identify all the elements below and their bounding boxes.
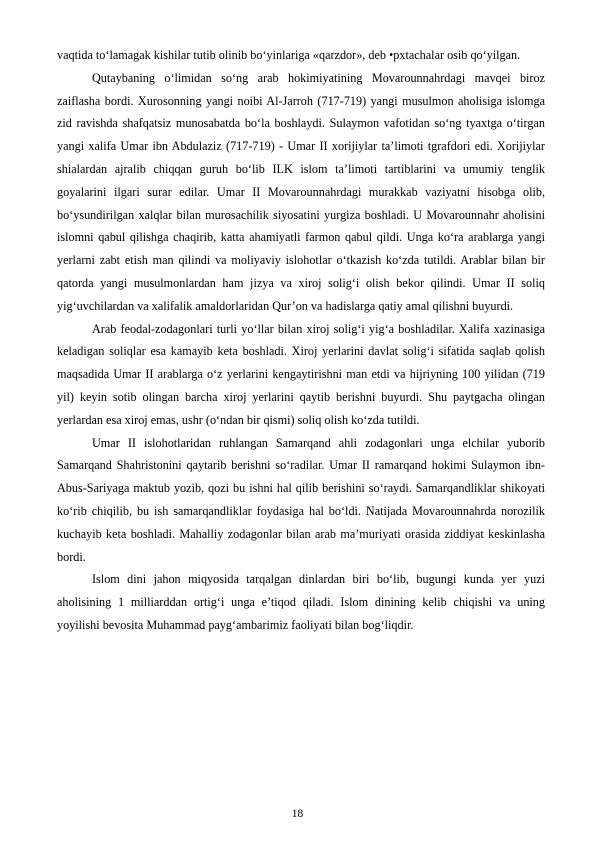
paragraph-umar-reforms: Umar II islohotlaridan ruhlangan Samarqand ahli zodagonlari unga elchilar yuborib Samarqand Shahristonini qaytarib berishni so‘radilar. Umar II ramarqand hokimi Sulaymon ibn-Abus-Sariyaga maktub yozib, qozi bu ishni hal qilib berishini so‘raydi. Samarqandliklar shikoyati ko‘rib chiqilib, bu ish samarqandliklar foydasiga hal bo‘ldi. Natijada Movarounnahrda norozilik kuchayib keta boshladi. Mahalliy zodagonlar bilan arab ma’muriyati orasida ziddiyat keskinlasha bordi.	[57, 435, 545, 564]
page-body	[57, 44, 545, 637]
paragraph-continuation: vaqtida to‘lamagak kishilar tutib olinib bo‘yinlariga «qarzdor», deb •pxtachalar osib qo‘yilgan.	[57, 48, 521, 62]
page-number: 18	[291, 808, 304, 820]
paragraph-islam: Islom dini jahon miqyosida tarqalgan dinlardan biri bo‘lib, bugungi kunda yer yuzi aholisining 1 milliarddan ortig‘i unga e’tiqod qiladi. Islom dinining kelib chiqishi va uning yoyilishi bevosita Muhammad payg‘ambarimiz faoliyati bilan bog‘liqdir.	[57, 572, 545, 632]
paragraph-arab-feodal: Arab feodal-zodagonlari turli yo‘llar bilan xiroj solig‘i yig‘a boshladilar. Xalifa xazinasiga keladigan soliqlar esa kamayib keta boshladi. Xiroj yerlarini davlat solig‘i sifatida saqlab qolish maqsadida Umar II arablarga o‘z yerlarini kengaytirishni man etdi va hijriyning 100 yilidan (719 yil) keyin sotib olingan barcha xiroj yerlarini qaytib berishni buyurdi. Shu paytgacha olingan yerlardan esa xiroj emas, ushr (o‘ndan bir qismi) soliq olish ko‘zda tutildi.	[57, 321, 545, 427]
paragraph-qutayba: Qutaybaning o‘limidan so‘ng arab hokimiyatining Movarounnahrdagi mavqei biroz zaiflasha bordi. Xurosonning yangi noibi Al-Jarroh (717-719) yangi musulmon aholisiga islomga zid ravishda shafqatsiz munosabatda bo‘la boshlaydi. Sulaymon vafotidan so‘ng tyaxtga o‘tirgan yangi xalifa Umar ibn Abdulaziz (717-719) - Umar II xorijiylar ta’limoti tgrafdori edi. Xorijiylar shialardan ajralib chiqqan guruh bo‘lib ILK islom ta’limoti tartiblarini va umumiy tenglik goyalarini ilgari surar edilar. Umar II Movarounnahrdagi murakkab vaziyatni hisobga olib, bo‘ysundirilgan xalqlar bilan murosachilik siyosatini yurgiza boshladi. U Movarounnahr aholisini islomni qabul qilishga chaqirib, katta ahamiyatli farmon qabul qildi. Unga ko‘ra arablarga yangi yerlarni zabt etish man qilindi va moliyaviy islohotlar o‘tkazish ko‘zda tutildi. Arablar bilan bir qatorda yangi musulmonlardan ham jizya va xiroj solig‘i olish bekor qilindi. Umar II soliq yig‘uvchilardan va xalifalik amaldorlaridan Qur’on va hadislarga qatiy amal qilishni buyurdi.	[57, 70, 545, 313]
